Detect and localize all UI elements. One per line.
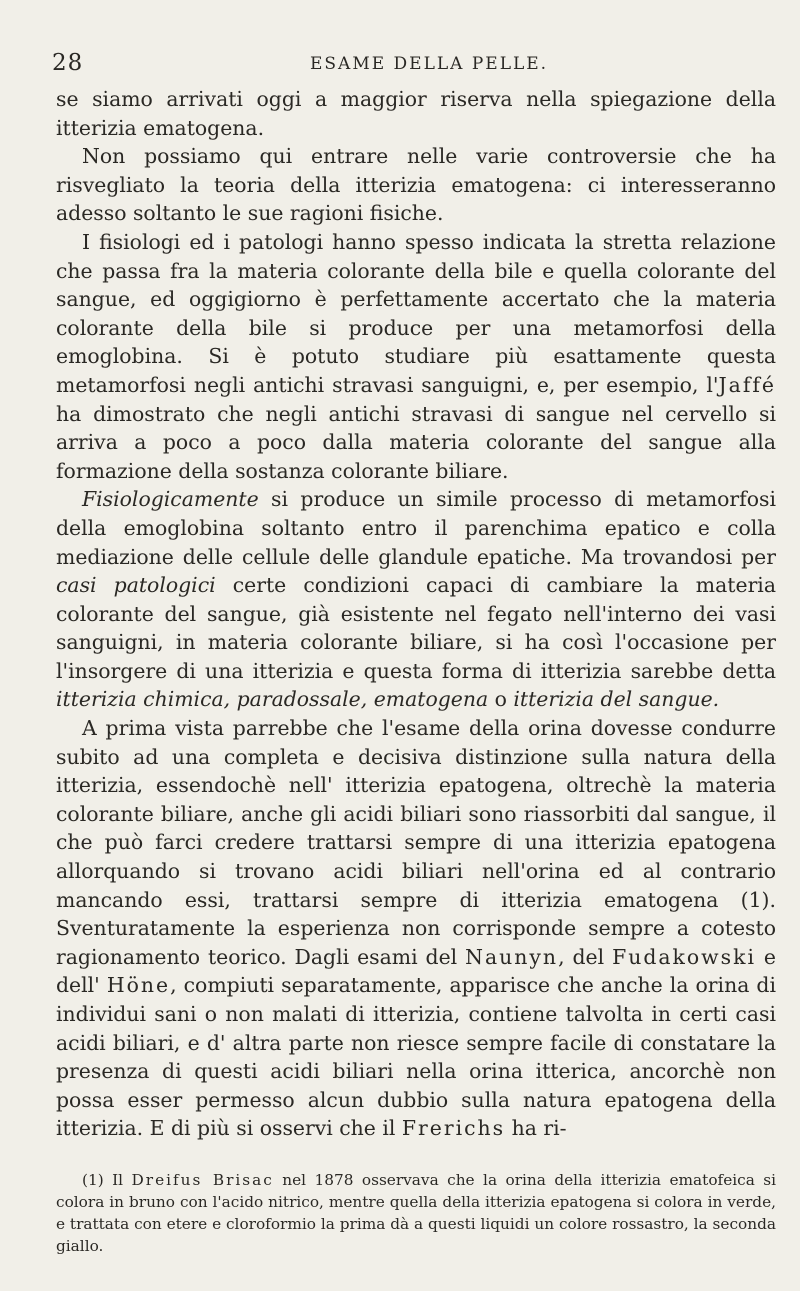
paragraph-4-text-c: o [488,687,514,712]
italic-itterizia-del-sangue: itterizia del sangue. [513,687,720,712]
paragraph-3-text-a: I fisiologi ed i patologi hanno spesso indicata la stretta relazione che passa fra la materia colorante della bile e quella colorante del sangue, ed oggigiorno è perfettamente accertato che la materia colorante della bile si produce per una metamorfosi della emoglobina. Si è potuto studiare più esattamente questa metamorfosi negli antichi stravasi sanguigni, e, per esempio, l' [56,229,776,397]
author-name-frerichs: Frerichs [401,1116,506,1141]
paragraph-2-text: Non possiamo qui entrare nelle varie controversie che ha risvegliato la teoria della itterizia ematogena: ci interesseranno adesso soltanto le sue ragioni fisiche. [56,144,776,226]
paragraph-3-text-b: ha dimostrato che negli antichi stravasi di sangue nel cervello si arriva a poco a poco dalla materia colorante del sangue alla formazione della sostanza colorante biliare. [56,401,776,483]
author-name-jaffe: Jaffé [718,372,776,397]
paragraph-1-text: se siamo arrivati oggi a maggior riserva nella spiegazione della itterizia ematogena. [56,87,776,140]
author-name-hone: Höne [106,973,171,998]
author-name-dreifus-brisac: Dreifus Brisac [131,1171,274,1189]
paragraph-4-text-b: certe condizioni capaci di cambiare la materia colorante del sangue, già esistente nel fegato nell'interno dei vasi sanguigni, in materia colorante biliare, si ha così l'occasione per l'insorgere di una itterizia e questa forma di itterizia sarebbe detta [56,573,776,683]
paragraph-1 [56,85,776,142]
italic-fisiologicamente: Fisiologicamente [82,487,259,512]
paragraph-5-text-d: , compiuti separatamente, apparisce che anche la orina di individui sani o non malati di itterizia, contiene talvolta in certi casi acidi biliari, e d' altra parte non riesce sempre facile di constatare la presenza di questi acidi biliari nella orina itterica, ancorchè non possa esser permesso alcun dubbio sulla natura epatogena della itterizia. E di più si osservi che il [56,973,776,1141]
paragraph-3 [56,228,776,485]
running-head: ESAME DELLA PELLE. [310,54,549,74]
paragraph-5-text-b: , del [558,944,613,969]
footnote-marker: (1) Il [82,1171,132,1189]
paragraph-4 [56,485,776,714]
paragraph-5-text-e: ha ri- [505,1116,567,1141]
italic-itterizia-terms: itterizia chimica, paradossale, ematogena [56,687,489,712]
paragraph-2 [56,142,776,228]
author-name-naunyn: Naunyn [465,944,559,969]
footnote-1 [56,1169,776,1257]
author-name-fudakowski: Fudakowski [612,944,756,969]
body-text [56,85,776,1143]
paragraph-5-text-a: A prima vista parrebbe che l'esame della orina dovesse condurre subito ad una completa e decisiva distinzione sulla natura della itterizia, essendochè nell' itterizia epatogena, oltrechè la materia colorante biliare, anche gli acidi biliari sono riassorbiti dal sangue, il che può farci credere trattarsi sempre di una itterizia epatogena allorquando si trovano acidi biliari nell'orina ed al contrario mancando essi, trattarsi sempre di itterizia ematogena (1). Sventuratamente la esperienza non corrisponde sempre a cotesto ragionamento teorico. Dagli esami del [56,716,776,969]
footnote-text: nel 1878 osservava che la orina della itterizia ematofeica si colora in bruno con l'acido nitrico, mentre quella della itterizia epatogena si colora in verde, e trattata con etere e cloroformio la prima dà a questi liquidi un colore rossastro, la seconda giallo. [56,1171,777,1255]
italic-casi-patologici: casi patologici [56,573,216,598]
footnote [56,1169,776,1257]
paragraph-5 [56,714,776,1143]
paragraph-4-text-a: si produce un simile processo di metamorfosi della emoglobina soltanto entro il parenchima epatico e colla mediazione delle cellule delle glandule epatiche. Ma trovandosi per [56,487,776,569]
page-number: 28 [52,50,84,76]
paragraph-5-text-c: e dell' [56,944,776,998]
